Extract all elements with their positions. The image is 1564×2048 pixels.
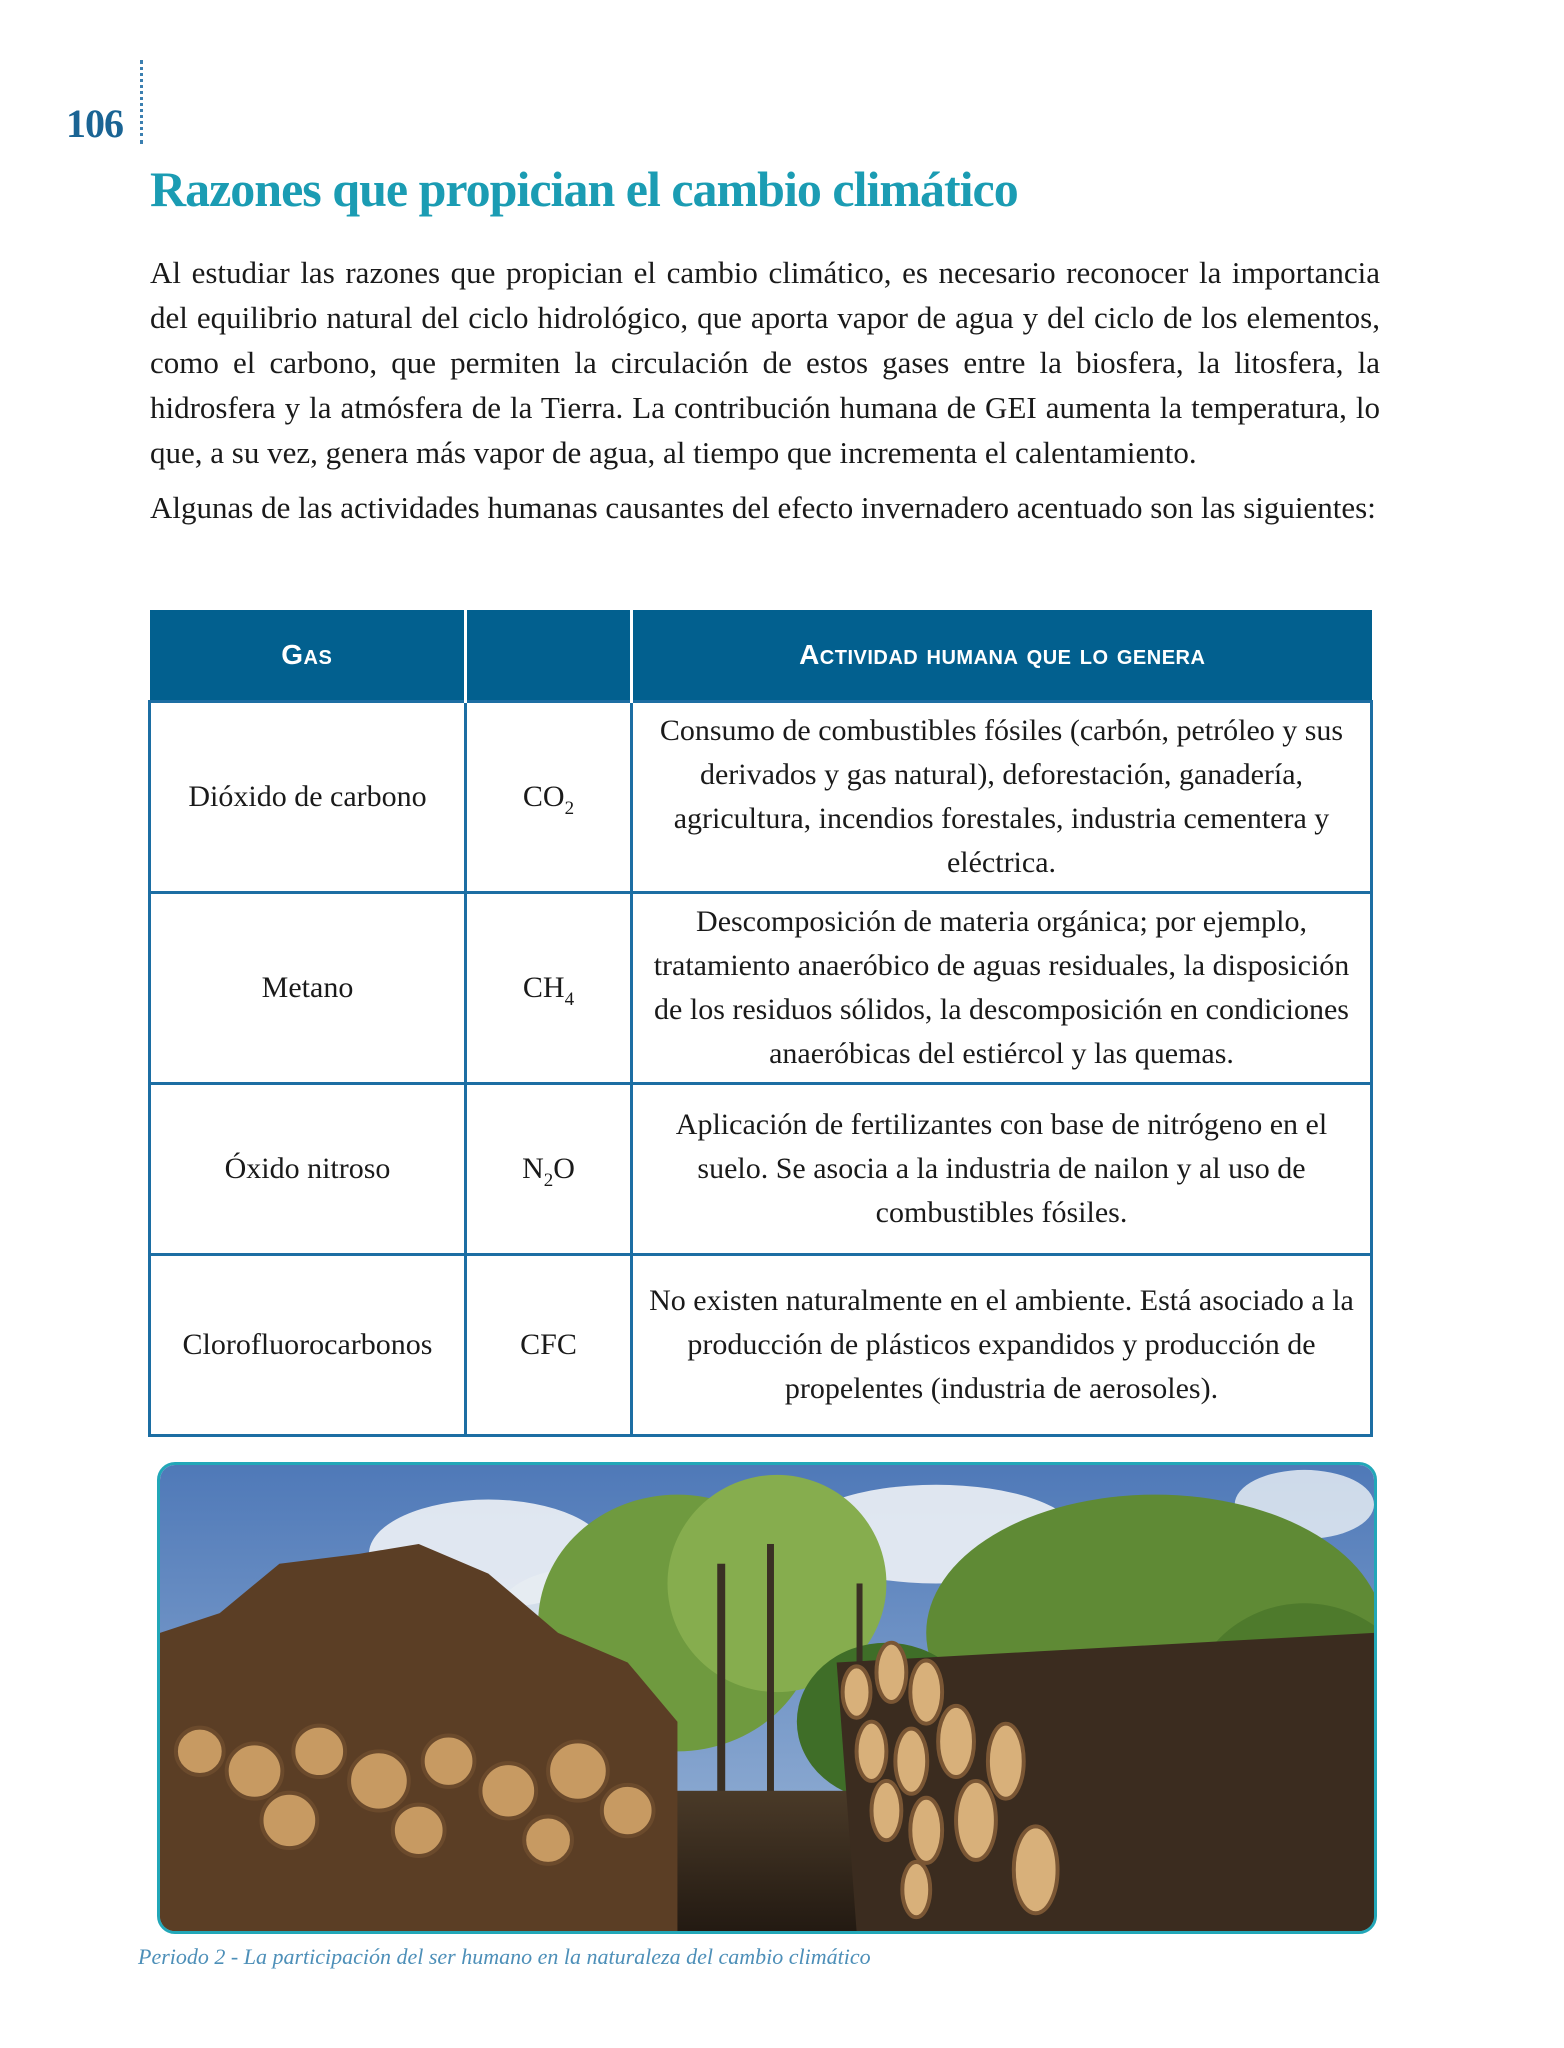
gas-activity: Descomposición de materia orgánica; por ejemplo, tratamiento anaeróbico de aguas residuales, la disposición de los residuos sólidos, la descomposición en condiciones anaeróbicas del estiércol y las quemas. xyxy=(632,893,1372,1084)
gas-formula: $N_2O$ xyxy=(466,1084,632,1255)
table-row xyxy=(150,702,1372,893)
table-header-row xyxy=(150,610,1372,702)
gas-name: Dióxido de carbono xyxy=(150,702,466,893)
table-row xyxy=(150,893,1372,1084)
gas-activity: Aplicación de fertilizantes con base de nitrógeno en el suelo. Se asocia a la industria de nailon y al uso de combustibles fósiles. xyxy=(632,1084,1372,1255)
header-formula xyxy=(466,610,632,702)
gas-name: Clorofluorocarbonos xyxy=(150,1255,466,1436)
gas-formula: CFC xyxy=(466,1255,632,1436)
gas-name: Óxido nitroso xyxy=(150,1084,466,1255)
header-activity: Actividad humana que lo genera xyxy=(632,610,1372,702)
greenhouse-gas-table xyxy=(148,610,1373,1437)
page-footer: Periodo 2 - La participación del ser humano en la naturaleza del cambio climático xyxy=(138,1944,871,1969)
gas-activity: No existen naturalmente en el ambiente. Está asociado a la producción de plásticos expandidos y producción de propelentes (industria de aerosoles). xyxy=(632,1255,1372,1436)
table-row xyxy=(150,1255,1372,1436)
page-number: 106 xyxy=(66,101,123,146)
page-title: Razones que propician el cambio climático xyxy=(150,161,1018,217)
table-row xyxy=(150,1084,1372,1255)
gas-name: Metano xyxy=(150,893,466,1084)
page-number-divider xyxy=(140,60,143,144)
logs-forest-illustration xyxy=(160,1465,1374,1931)
gas-formula: $CO_2$ xyxy=(466,702,632,893)
lead-in-paragraph: Algunas de las actividades humanas causantes del efecto invernadero acentuado son las siguientes: xyxy=(150,490,1376,525)
deforestation-photo xyxy=(157,1462,1377,1934)
gas-formula: $CH_4$ xyxy=(466,893,632,1084)
header-gas: Gas xyxy=(150,610,466,702)
intro-paragraph: Al estudiar las razones que propician el cambio climático, es necesario reconocer la importancia del equilibrio natural del ciclo hidrológico, que aporta vapor de agua y del ciclo de los elementos, como el carbono, que permiten la circulación de estos gases entre la biosfera, la litosfera, la hidrosfera y la atmósfera de la Tierra. La contribución humana de GEI aumenta la temperatura, lo que, a su vez, genera más vapor de agua, al tiempo que incrementa el calentamiento. xyxy=(150,255,1380,470)
gas-activity: Consumo de combustibles fósiles (carbón, petróleo y sus derivados y gas natural), deforestación, ganadería, agricultura, incendios forestales, industria cementera y eléctrica. xyxy=(632,702,1372,893)
